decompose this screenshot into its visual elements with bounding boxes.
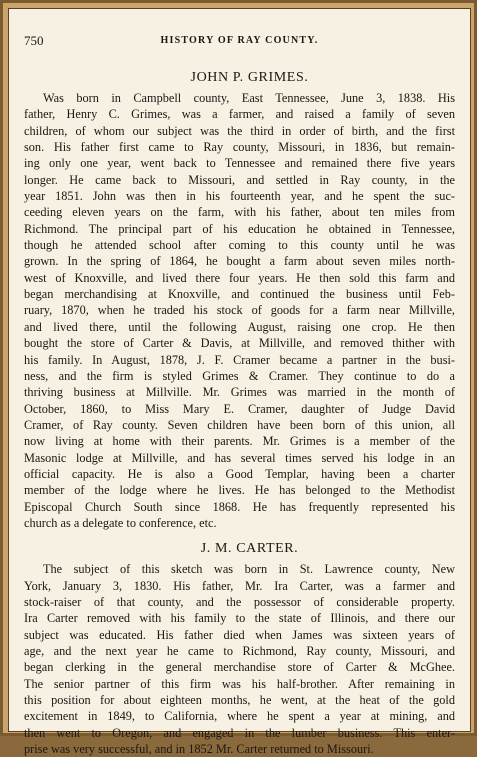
text-line: Richmond. The principal part of his education he obtained in Tennessee,	[24, 221, 455, 236]
running-head: HISTORY OF RAY COUNTY.	[160, 35, 319, 46]
text-line: prise was very successful, and in 1852 Mr. Carter returned to Missouri.	[24, 742, 374, 757]
text-line: ruary, 1870, when he traded his stock of goods for a farm near Millville,	[24, 303, 455, 318]
text-line: and lived there, until the following August, raising one crop. He then	[24, 319, 455, 334]
book-page	[8, 8, 471, 757]
text-line: Was born in Campbell county, East Tennessee, June 3, 1838. His	[43, 91, 455, 105]
text-line: then went to Oregon, and engaged in the lumber business. This enter-	[24, 725, 455, 740]
text-line: Ira Carter removed with his family to the state of Illinois, and there our	[24, 611, 455, 626]
text-line: excitement in 1849, to California, where he spent a year at mining, and	[24, 709, 455, 724]
text-line: longer. He came back to Missouri, and settled in Ray county, in the	[24, 172, 455, 187]
text-line: October, 1860, to Miss Mary E. Cramer, daughter of Judge David	[24, 401, 455, 416]
text-line: The subject of this sketch was born in St. Lawrence county, New	[43, 562, 455, 577]
page-header	[9, 33, 470, 55]
text-line: subject was educated. His father died when James was sixteen years of	[24, 627, 455, 642]
text-line: began clerking in the general merchandise store of Carter & McGhee.	[24, 660, 455, 675]
text-line: children, of whom our subject was the third in order of birth, and the first	[24, 123, 455, 138]
text-line: official capacity. He is also a Good Templar, having been a charter	[24, 466, 455, 481]
text-line: Cramer, of Ray county. Seven children have been born of this union, all	[24, 417, 455, 432]
text-line: began merchandising at Knoxville, and continued the business until Feb-	[24, 287, 455, 302]
page-number: 750	[24, 33, 44, 48]
text-line: this position for about eighteen months, he went, at the heat of the gold	[24, 693, 455, 708]
text-line: age, and the next year he came to Richmond, Ray county, Missouri, and	[24, 644, 455, 658]
text-line: thriving business at Millville. Mr. Grimes was married in the month of	[24, 385, 455, 400]
biography-paragraph-carter	[24, 561, 455, 757]
text-line: year 1851. John was then in his fourteenth year, and he spent the suc-	[24, 189, 455, 204]
text-line: York, January 3, 1830. His father, Mr. Ira Carter, was a farmer and	[24, 578, 455, 593]
text-line: ness, and the firm is styled Grimes & Cramer. They continue to do a	[24, 368, 455, 383]
biography-paragraph-grimes	[24, 90, 455, 531]
text-line: son. His father first came to Ray county, Missouri, in 1836, but remain-	[24, 140, 455, 155]
section-title-carter: J. M. CARTER.	[200, 541, 299, 557]
text-line: though he attended school after coming to this county until he was	[24, 238, 455, 253]
text-line: ing only one year, went back to Tennessee and remained there five years	[24, 156, 455, 171]
text-line: Masonic lodge at Millville, and has several times served his lodge in an	[24, 450, 455, 465]
text-line: grown. In the spring of 1864, he bought a farm about seven miles north-	[24, 254, 455, 269]
text-line: Episcopal Church South since 1868. He has frequently represented his	[24, 499, 455, 514]
text-line: now living at home with their parents. Mr. Grimes is a member of the	[24, 434, 455, 449]
text-line: The senior partner of this firm was his half-brother. After remaining in	[24, 676, 455, 691]
text-line: church as a delegate to conference, etc.	[24, 515, 217, 530]
section-title-grimes: JOHN P. GRIMES.	[190, 70, 309, 85]
text-line: stock-raiser of that county, and the possessor of considerable property.	[24, 594, 455, 609]
text-line: bought the store of Carter & Davis, at Millville, and removed thither with	[24, 336, 455, 351]
text-line: father, Henry C. Grimes, was a farmer, and raised a family of seven	[24, 107, 455, 122]
text-line: west of Knoxville, and lived there four years. He then sold this farm and	[24, 270, 455, 285]
text-line: his family. In August, 1878, J. F. Cramer became a partner in the busi-	[24, 352, 455, 367]
text-line: member of the lodge where he lives. He has belonged to the Methodist	[24, 483, 455, 498]
text-line: ceeding eleven years on the farm, with his father, about ten miles from	[24, 205, 455, 220]
